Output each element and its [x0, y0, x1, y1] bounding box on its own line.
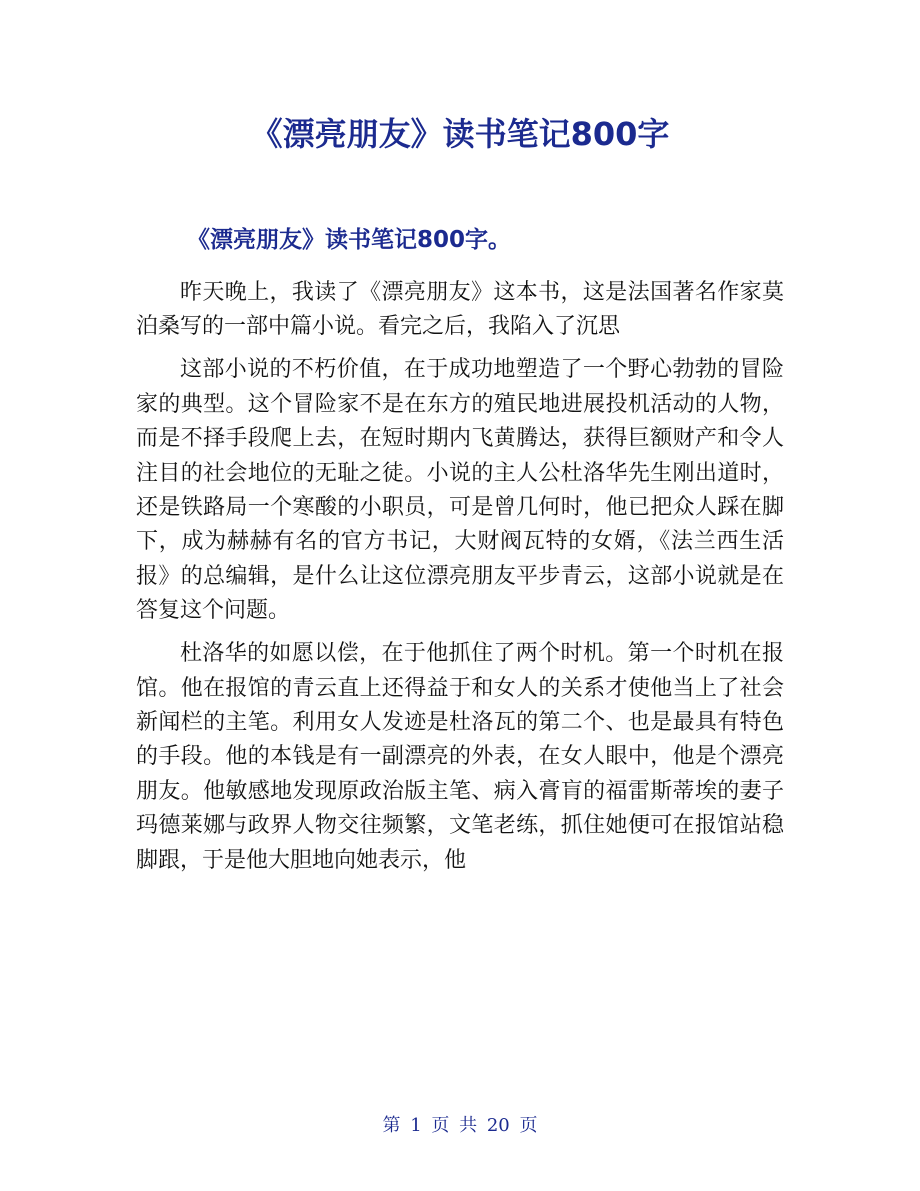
body-paragraph-1: 昨天晚上，我读了《漂亮朋友》这本书，这是法国著名作家莫泊桑写的一部中篇小说。看完之后，我陷入了沉思: [136, 280, 784, 340]
document-title: 《漂亮朋友》读书笔记800字: [250, 115, 670, 153]
document-body: [136, 276, 784, 878]
body-paragraph-3: 杜洛华的如愿以偿，在于他抓住了两个时机。第一个时机在报馆。他在报馆的青云直上还得益于和女人的关系才使他当上了社会新闻栏的主笔。利用女人发迹是杜洛瓦的第二个、也是最具有特色的手段。他的本钱是有一副漂亮的外表，在女人眼中，他是个漂亮朋友。他敏感地发现原政治版主笔、病入膏肓的福雷斯蒂埃的妻子玛德莱娜与政界人物交往频繁，文笔老练，抓住她便可在报馆站稳脚跟，于是他大胆地向她表示，他: [136, 641, 784, 873]
document-subheading: 《漂亮朋友》读书笔记800字。: [187, 227, 512, 253]
body-paragraph-2: 这部小说的不朽价值，在于成功地塑造了一个野心勃勃的冒险家的典型。这个冒险家不是在东方的殖民地进展投机活动的人物，而是不择手段爬上去，在短时期内飞黄腾达，获得巨额财产和令人注目的社会地位的无耻之徒。小说的主人公杜洛华先生刚出道时，还是铁路局一个寒酸的小职员，可是曾几何时，他已把众人踩在脚下，成为赫赫有名的官方书记，大财阀瓦特的女婿，《法兰西生活报》的总编辑，是什么让这位漂亮朋友平步青云，这部小说就是在答复这个问题。: [136, 357, 784, 624]
page-number-footer: 第 1 页 共 20 页: [382, 1115, 538, 1136]
